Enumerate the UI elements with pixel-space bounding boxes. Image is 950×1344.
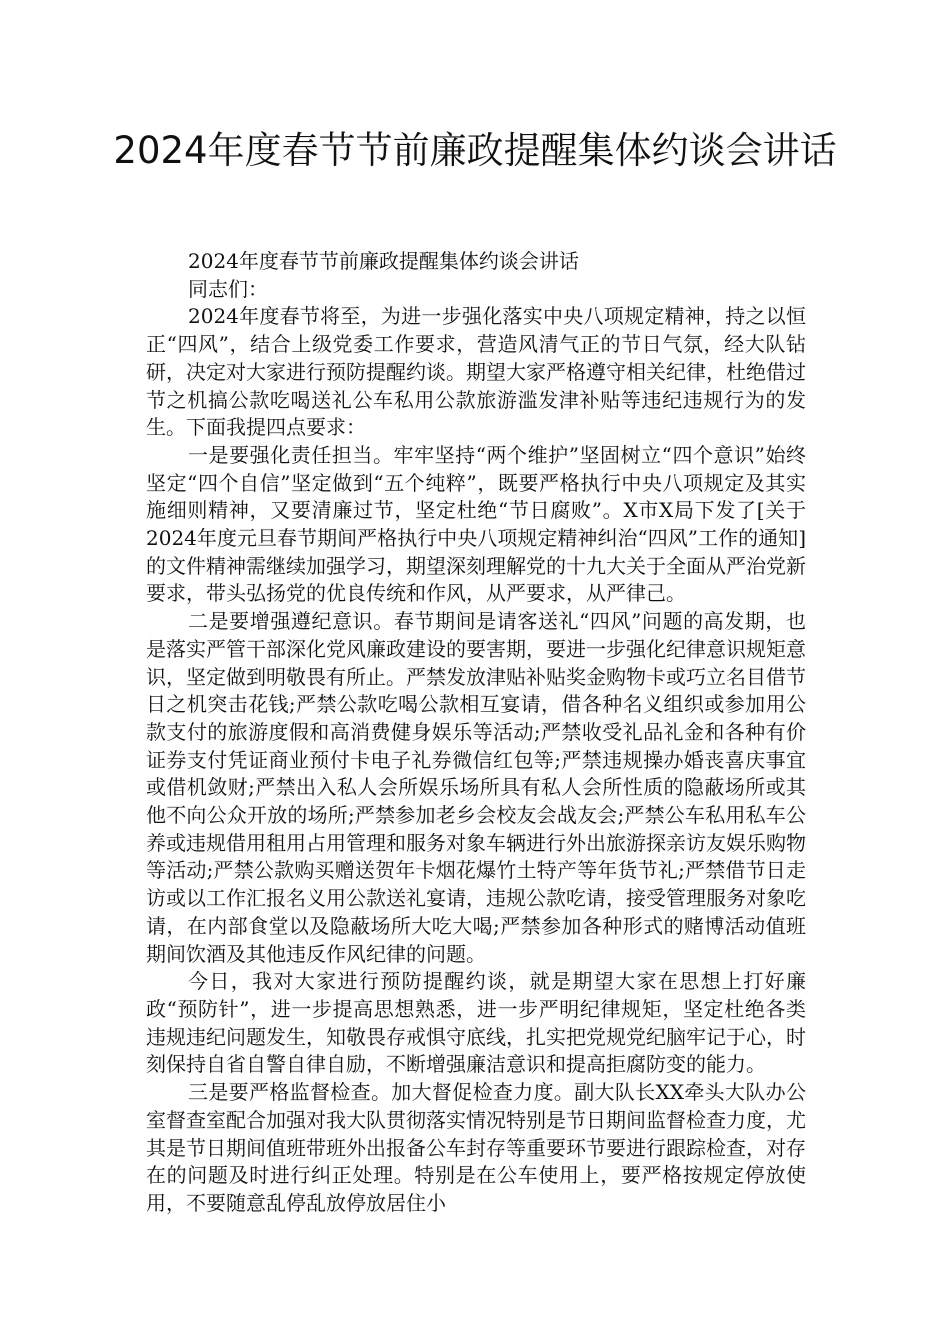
document-body: [146, 248, 806, 1218]
document-title: 2024年度春节节前廉政提醒集体约谈会讲话: [113, 129, 837, 172]
subtitle-paragraph: 2024年度春节节前廉政提醒集体约谈会讲话: [188, 249, 579, 273]
point-one-paragraph: 一是要强化责任担当。牢牢坚持“两个维护”坚固树立“四个意识”始终坚定“四个自信”坚定做到“五个纯粹”，既要严格执行中央八项规定及其实施细则精神，又要清廉过节，坚定杜绝“节日腐败”。X市X局下发了[关于2024年度元旦春节期间严格执行中央八项规定精神纠治“四风”工作的通知]的文件精神需继续加强学习，期望深刻理解党的十九大关于全面从严治党新要求，带头弘扬党的优良传统和作风，从严要求，从严律己。: [146, 442, 806, 606]
reminder-paragraph: 今日，我对大家进行预防提醒约谈，就是期望大家在思想上打好廉政“预防针”，进一步提高思想熟悉，进一步严明纪律规矩，坚定杜绝各类违规违纪问题发生，知敬畏存戒惧守底线，扎实把党规党纪脑牢记于心，时刻保持自省自警自律自励，不断增强廉洁意识和提高拒腐防变的能力。: [146, 969, 806, 1077]
point-two-paragraph: 二是要增强遵纪意识。春节期间是请客送礼“四风”问题的高发期，也是落实严管干部深化党风廉政建设的要害期，要进一步强化纪律意识规矩意识，坚定做到明敬畏有所止。严禁发放津贴补贴奖金购物卡或巧立名目借节日之机突击花钱;严禁公款吃喝公款相互宴请，借各种名义组织或参加用公款支付的旅游度假和高消费健身娱乐等活动;严禁收受礼品礼金和各种有价证券支付凭证商业预付卡电子礼券微信红包等;严禁违规操办婚丧喜庆事宜或借机敛财;严禁出入私人会所娱乐场所具有私人会所性质的隐蔽场所或其他不向公众开放的场所;严禁参加老乡会校友会战友会;严禁公车私用私车公养或违规借用租用占用管理和服务对象车辆进行外出旅游探亲访友娱乐购物等活动;严禁公款购买赠送贺年卡烟花爆竹土特产等年货节礼;严禁借节日走访或以工作汇报名义用公款送礼宴请，违规公款吃请，接受管理服务对象吃请，在内部食堂以及隐蔽场所大吃大喝;严禁参加各种形式的赌博活动值班期间饮酒及其他违反作风纪律的问题。: [146, 609, 806, 966]
intro-paragraph: 2024年度春节将至，为进一步强化落实中央八项规定精神，持之以恒正“四风”，结合上级党委工作要求，营造风清气正的节日气氛，经大队钻研，决定对大家进行预防提醒约谈。期望大家严格遵守相关纪律，杜绝借过节之机搞公款吃喝送礼公车私用公款旅游滥发津补贴等违纪违规行为的发生。下面我提四点要求：: [146, 304, 806, 440]
point-three-paragraph: 三是要严格监督检查。加大督促检查力度。副大队长XX牵头大队办公室督查室配合加强对我大队贯彻落实情况特别是节日期间监督检查力度，尤其是节日期间值班带班外出报备公车封存等重要环节要进行跟踪检查，对存在的问题及时进行纠正处理。特别是在公车使用上，要严格按规定停放使用，不要随意乱停乱放停放居住小: [146, 1080, 806, 1215]
salutation-paragraph: 同志们：: [188, 276, 268, 301]
